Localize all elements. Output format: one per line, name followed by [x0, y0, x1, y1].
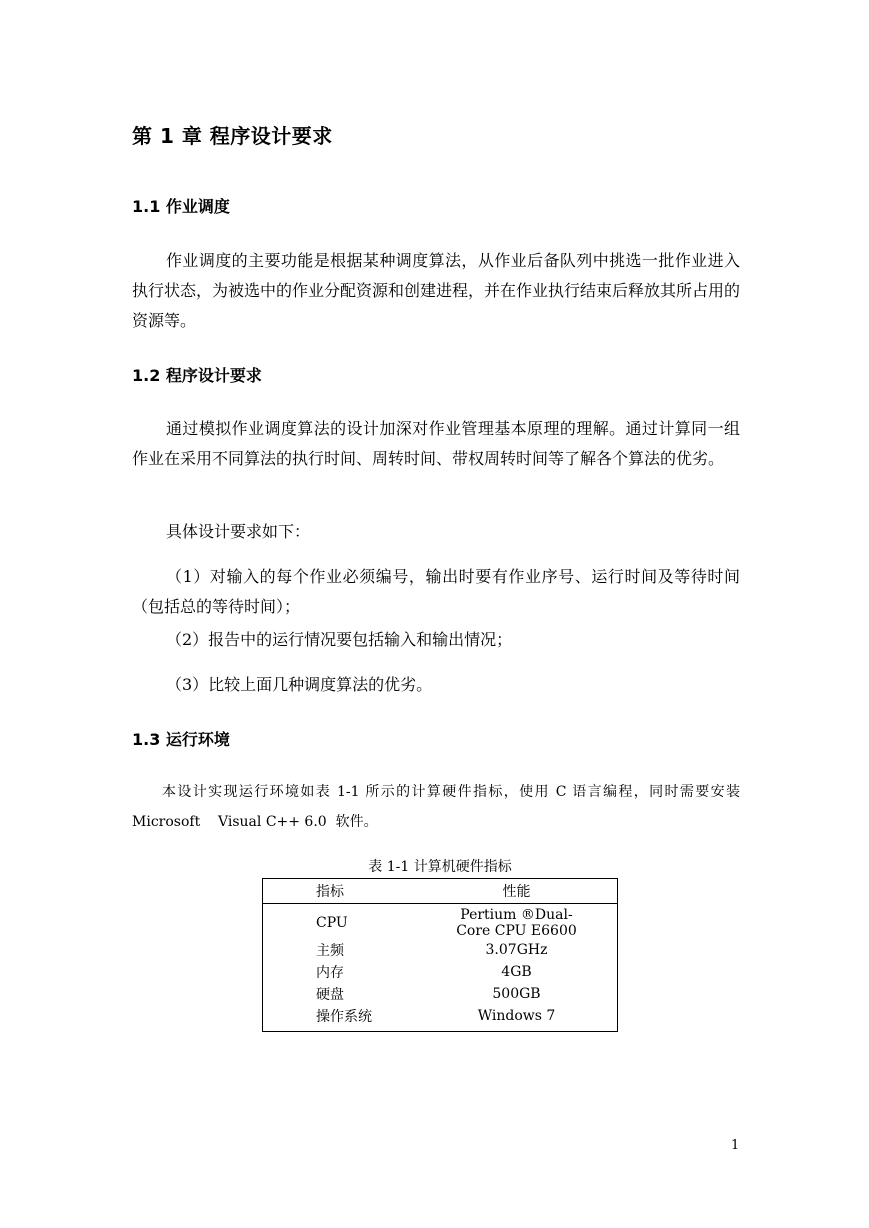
requirement-item-3: （3）比较上面几种调度算法的优劣。 — [166, 675, 433, 694]
table-header-row — [263, 879, 618, 904]
section-heading-1-3: 1.3 运行环境 — [132, 730, 230, 749]
page-number: 1 — [731, 1138, 740, 1153]
paragraph-job-scheduling: 作业调度的主要功能是根据某种调度算法，从作业后备队列中挑选一批作业进入执行状态，为被选中的作业分配资源和创建进程，并在作业执行结束后释放其所占用的资源等。 — [132, 251, 741, 330]
section-heading-1-1: 1.1 作业调度 — [132, 197, 230, 216]
table-cell-metric: CPU — [316, 915, 348, 931]
table-row — [263, 983, 618, 1005]
table-cell-metric: 主频 — [316, 943, 344, 959]
table-cell-value: 4GB — [501, 964, 532, 980]
table-cell-value: Pertium ®Dual-Core CPU E6600 — [456, 907, 577, 939]
table-cell-value: 500GB — [492, 986, 541, 1002]
table-row — [263, 904, 618, 940]
table-row — [263, 939, 618, 961]
requirement-item-2: （2）报告中的运行情况要包括输入和输出情况； — [166, 630, 513, 649]
chapter-title: 第 1 章 程序设计要求 — [132, 124, 333, 148]
table-row — [263, 1005, 618, 1032]
table-cell-metric: 硬盘 — [316, 987, 344, 1003]
hardware-spec-table — [262, 878, 618, 1032]
table-cell-metric: 操作系统 — [316, 1009, 372, 1025]
table-cell-metric: 内存 — [316, 965, 344, 981]
table-caption: 表 1-1 计算机硬件指标 — [368, 859, 512, 875]
table-header-performance: 性能 — [446, 879, 618, 904]
paragraph-requirements-intro: 具体设计要求如下： — [166, 522, 311, 541]
section-heading-1-2: 1.2 程序设计要求 — [132, 366, 262, 385]
paragraph-design-purpose: 通过模拟作业调度算法的设计加深对作业管理基本原理的理解。通过计算同一组作业在采用不同算法的执行时间、周转时间、带权周转时间等了解各个算法的优劣。 — [132, 419, 740, 468]
table-row — [263, 961, 618, 983]
paragraph-runtime-environment: 本设计实现运行环境如表 1-1 所示的计算硬件指标，使用 C 语言编程，同时需要安装 Microsoft Visual C++ 6.0 软件。 — [132, 784, 745, 830]
table-cell-value: 3.07GHz — [485, 942, 548, 958]
table-header-metric: 指标 — [263, 879, 447, 904]
table-cell-value: Windows 7 — [477, 1008, 556, 1024]
requirement-item-1: （1）对输入的每个作业必须编号，输出时要有作业序号、运行时间及等待时间（包括总的等待时间）； — [132, 567, 740, 616]
